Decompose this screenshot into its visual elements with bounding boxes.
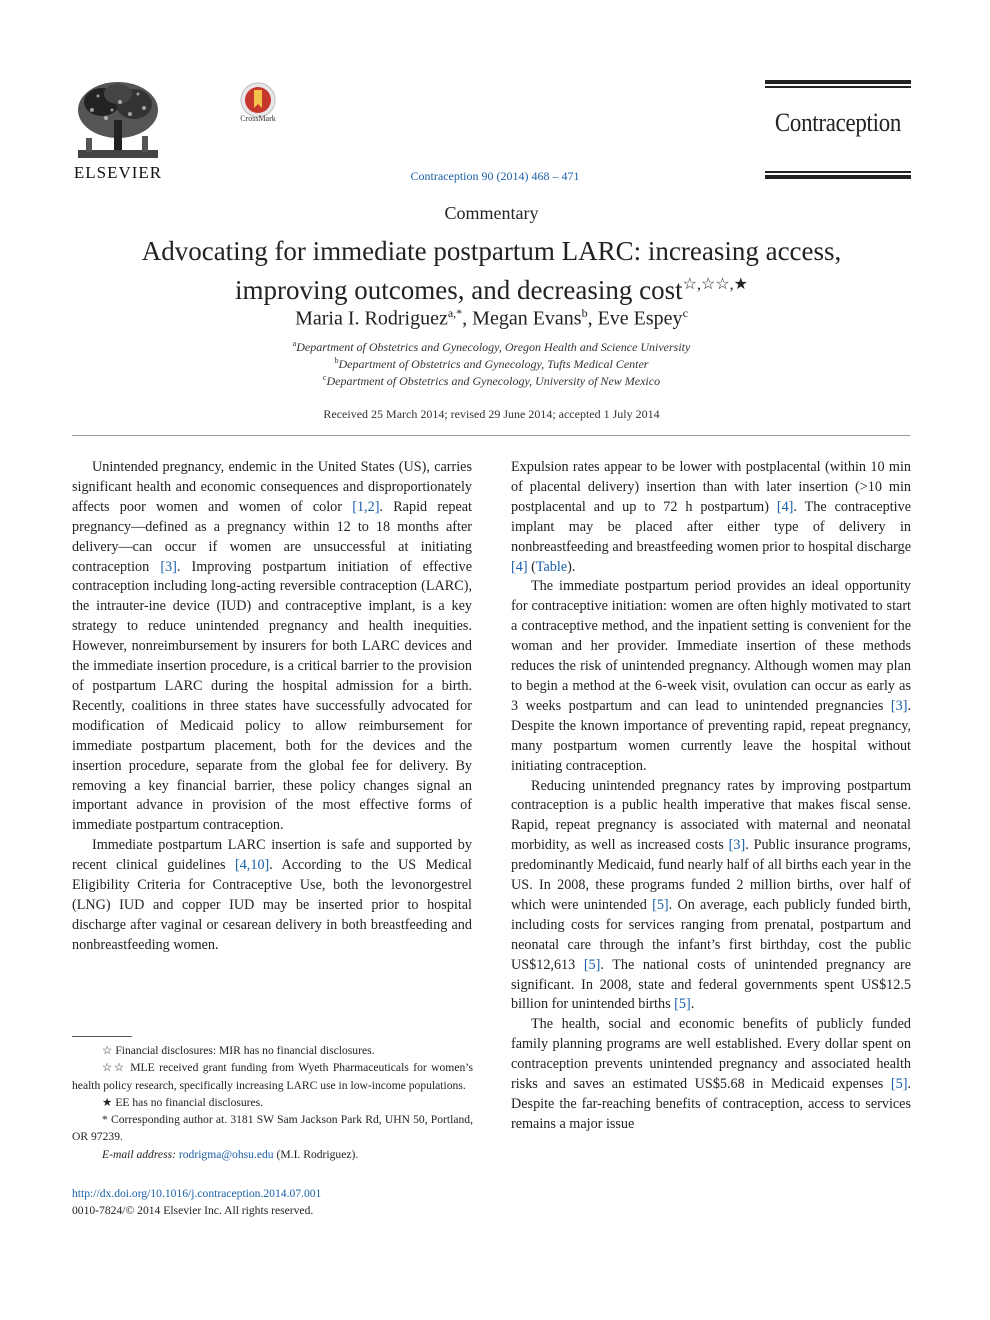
- author-name[interactable]: Eve Espey: [597, 307, 683, 330]
- email-link[interactable]: rodrigma@ohsu.edu: [178, 1147, 274, 1161]
- author-marks[interactable]: b: [581, 306, 588, 320]
- reference-link[interactable]: [3]: [160, 558, 177, 575]
- article-title: [90, 234, 893, 307]
- author-list: Maria I. Rodriguez$^{a,*}$, Megan Evans$^b$, Eve Espey$^c$: [295, 306, 688, 330]
- paragraph: Expulsion rates appear to be lower with postplacental (within 10 min of placental delivery) insertion than with later insertion (>10 min postplacental and up to 72 h postpartum) [4]. The contraceptive implant may be placed after either type of delivery in nonbreastfeeding and breastfeeding women prior to hospital discharge [4] (Table).: [511, 459, 911, 575]
- footnotes: [72, 1042, 473, 1163]
- reference-link[interactable]: [4,10]: [234, 857, 270, 874]
- journal-name: Contraception: [774, 108, 902, 137]
- footnote-mark: *: [102, 1113, 108, 1127]
- paragraph: The immediate postpartum period provides an ideal opportunity for contraceptive initiation: women are often highly motivated to start a contraceptive method, and the inpatient setting is convenient for the woman and her provider. Immediate insertion of these methods reduces the risk of unintended pregnancy. Although women may plan to begin a method at the 6-week visit, ovulation can occur as early as 3 weeks postpartum and can lead to unintended pregnancies [3]. Despite the known importance of preventing rapid, repeat pregnancy, many postpartum women currently leave the hospital without initiating contraception.: [511, 578, 911, 774]
- author-name[interactable]: Megan Evans: [472, 307, 582, 330]
- title-line-1: Advocating for immediate postpartum LARC: increasing access,: [141, 236, 842, 266]
- copyright-notice: 0010-7824/© 2014 Elsevier Inc. All rights reserved.: [72, 1204, 314, 1217]
- journal-rule-bottom: [765, 175, 911, 179]
- footnote: ☆☆ MLE received grant funding from Wyeth Pharmaceuticals for women’s health policy research, specifically increasing LARC use in low-income populations.: [72, 1061, 473, 1092]
- footnote-mark: ★: [102, 1095, 113, 1109]
- paragraph: Reducing unintended pregnancy rates by improving postpartum contraception is a public health imperative that makes fiscal sense. Rapid, repeat pregnancy is associated with maternal and neonatal morbidity, as well as increased costs [3]. Public insurance programs, predominantly Medicaid, fund nearly half of all births each year in the US. In 2008, these programs funded 2 million births, over half of which were unintended [5]. On average, each publicly funded birth, including costs for services ranging from prenatal, postpartum and neonatal care through the infant’s first birthday, cost the public US$12,613 [5]. The national costs of unintended pregnancy are significant. In 2008, state and federal governments spent US$12.5 billion for unintended births [5].: [511, 777, 912, 1013]
- reference-link[interactable]: [1,2]: [352, 498, 380, 515]
- reference-link[interactable]: [3]: [890, 697, 908, 714]
- journal-rule-top-thin: [765, 86, 911, 88]
- reference-link[interactable]: [3]: [728, 837, 746, 854]
- paragraph: Immediate postpartum LARC insertion is safe and supported by recent clinical guidelines [4,10]. According to the US Medical Eligibility Criteria for Contraceptive Use, both the levonorgestrel (LNG) IUD and copper IUD may be inserted prior to hospital discharge after vaginal or cesarean delivery in both breastfeeding and nonbreastfeeding women.: [72, 837, 472, 953]
- author-marks[interactable]: a,*: [447, 306, 463, 320]
- footnote: ★ EE has no financial disclosures.: [102, 1095, 264, 1109]
- title-footnote-marks[interactable]: ☆,☆☆,★: [682, 276, 748, 293]
- paragraph: The health, social and economic benefits of publicly funded family planning programs are well established. Every dollar spent on contraception prevents unintended pregnancy and associated health risks and saves an estimated US$5.68 in Medicaid expenses [5]. Despite the far-reaching benefits of contraception, access to services remains a major issue: [511, 1016, 911, 1132]
- journal-rule-bottom-thin: [765, 171, 911, 173]
- affiliation: $^b$Department of Obstetrics and Gynecology, Tufts Medical Center: [334, 356, 649, 371]
- reference-link[interactable]: [5]: [583, 956, 601, 973]
- journal-rule-top: [765, 80, 911, 84]
- paragraph: Unintended pregnancy, endemic in the United States (US), carries significant health and economic consequences and disproportionately affects poor women and women of color [1,2]. Rapid repeat pregnancy—defined as a pregnancy within 12 to 18 months after delivery—can occur if women are unsuccessful at initiating contraception [3]. Improving postpartum initiation of effective contraception including long-acting reversible contraception (LARC), the intrauter-ine device (IUD) and contraceptive implant, is a key strategy to reduce unintended pregnancy and health inequities. However, nonreimbursement by insurers for both LARC devices and the immediate insertion procedure, is a critical barrier to the provision of postpartum LARC during the hospital admission for a birth. Recently, coalitions in three states have successfully advocated for modification of Medicaid policy to allow reimbursement for immediate postpartum placement, both for the devices and the insertion procedure, separate from the global fee for delivery. By removing a key financial barrier, these policy changes signal an important advance in provision of the most effective forms of immediate postpartum contraception.: [72, 459, 472, 834]
- doi-link[interactable]: http://dx.doi.org/10.1016/j.contraception.2014.07.001: [72, 1187, 322, 1200]
- author-name[interactable]: Maria I. Rodriguez: [295, 307, 448, 330]
- reference-link[interactable]: [4]: [511, 558, 528, 575]
- affiliation: $^c$Department of Obstetrics and Gynecology, University of New Mexico: [322, 373, 661, 388]
- affiliation: $^a$Department of Obstetrics and Gynecology, Oregon Health and Science University: [292, 339, 691, 354]
- title-line-2: improving outcomes, and decreasing cost: [234, 275, 683, 305]
- footnote: ☆ Financial disclosures: MIR has no financial disclosures.: [102, 1044, 375, 1057]
- journal-citation[interactable]: Contraception 90 (2014) 468 – 471: [410, 169, 580, 183]
- publisher-name: ELSEVIER: [73, 163, 163, 182]
- footnote-mark: ☆☆: [102, 1061, 126, 1075]
- reference-link[interactable]: [5]: [652, 896, 669, 913]
- body-column-right: [511, 458, 911, 1135]
- reference-link[interactable]: Table: [535, 558, 568, 575]
- footnote-email: E-mail address: rodrigma@ohsu.edu (M.I. Rodriguez).: [102, 1147, 359, 1161]
- footnote-divider: [72, 1036, 132, 1037]
- footnote: * Corresponding author at. 3181 SW Sam Jackson Park Rd, UHN 50, Portland, OR 97239.: [72, 1113, 473, 1144]
- crossmark-label: CrossMark: [240, 114, 276, 123]
- reference-link[interactable]: [5]: [890, 1076, 908, 1093]
- header-divider: [72, 435, 910, 436]
- reference-link[interactable]: [5]: [674, 996, 691, 1013]
- footnote-mark: ☆: [102, 1044, 113, 1057]
- reference-link[interactable]: [4]: [776, 498, 794, 515]
- article-type: Commentary: [444, 203, 539, 223]
- body-column-left: [72, 458, 472, 956]
- article-dates: Received 25 March 2014; revised 29 June 2014; accepted 1 July 2014: [323, 407, 660, 421]
- author-marks[interactable]: c: [682, 306, 688, 320]
